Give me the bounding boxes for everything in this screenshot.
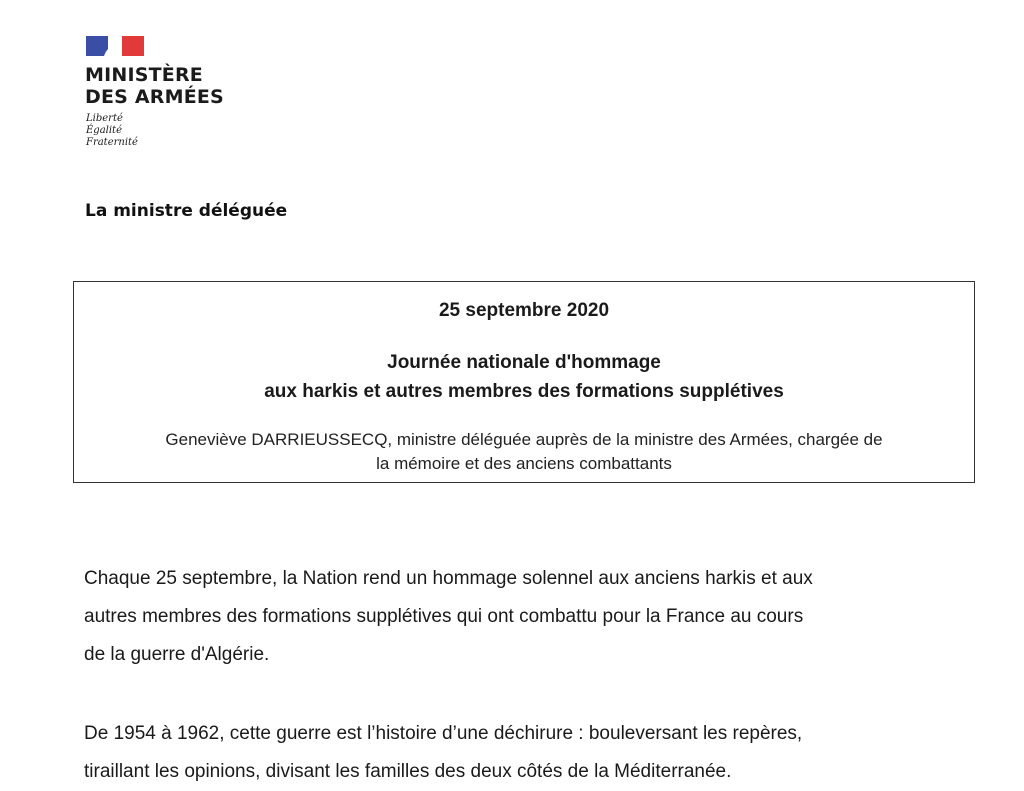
ministry-name xyxy=(85,64,224,108)
motto-liberte: Liberté xyxy=(86,113,123,124)
speech-title-line-2: aux harkis et autres membres des formations supplétives xyxy=(264,381,784,402)
paragraph-2 xyxy=(84,715,970,791)
paragraph-2-line-2: tiraillant les opinions, divisant les familles des deux côtés de la Méditerranée. xyxy=(84,761,732,782)
speech-title-line-1: Journée nationale d'hommage xyxy=(387,352,661,373)
marianne-flag-icon xyxy=(86,36,144,56)
speech-author-line-1: Geneviève DARRIEUSSECQ, ministre déléguée auprès de la ministre des Armées, chargée de xyxy=(165,430,883,449)
ministry-line-1: MINISTÈRE xyxy=(85,64,203,86)
motto-egalite: Égalité xyxy=(86,125,122,136)
paragraph-2-line-1: De 1954 à 1962, cette guerre est l’histoire d’une déchirure : bouleversant les repères, xyxy=(84,723,803,744)
speech-author-line-2: la mémoire et des anciens combattants xyxy=(376,454,672,473)
motto-fraternite: Fraternité xyxy=(86,137,138,148)
speech-title xyxy=(74,348,974,406)
paragraph-1-line-3: de la guerre d'Algérie. xyxy=(84,644,270,665)
ministry-line-2: DES ARMÉES xyxy=(85,86,224,108)
speech-date: 25 septembre 2020 xyxy=(438,300,610,321)
author-role-heading: La ministre déléguée xyxy=(85,201,288,221)
republic-motto xyxy=(86,113,138,149)
speech-header-box xyxy=(73,281,975,483)
speech-author xyxy=(84,428,964,476)
republic-logo xyxy=(86,36,144,56)
paragraph-1-line-1: Chaque 25 septembre, la Nation rend un hommage solennel aux anciens harkis et aux xyxy=(84,568,813,589)
paragraph-1-line-2: autres membres des formations supplétives qui ont combattu pour la France au cours xyxy=(84,606,804,627)
paragraph-1 xyxy=(84,560,970,674)
